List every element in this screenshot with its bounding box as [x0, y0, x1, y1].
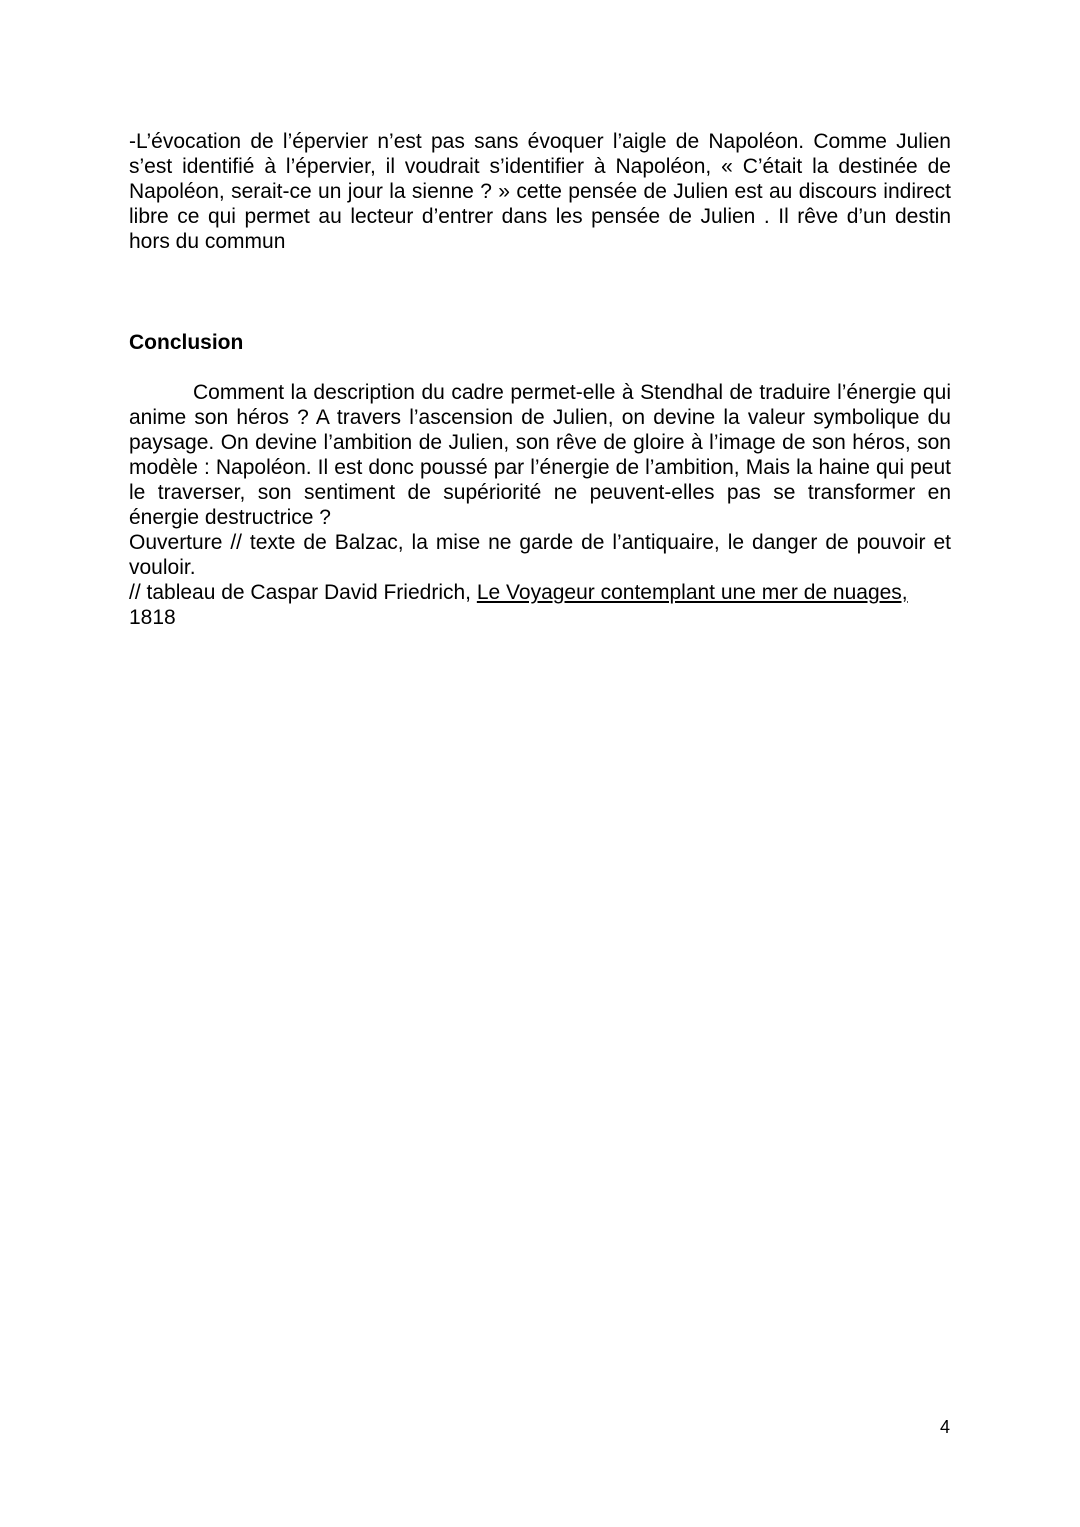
- paragraph-epervier-napoleon: -L’évocation de l’épervier n’est pas sans évoquer l’aigle de Napoléon. Comme Julien s’est identifié à l’épervier, il voudrait s’identifier à Napoléon, « C’était la destinée de Napoléon, serait-ce un jour la sienne ? » cette pensée de Julien est au discours indirect libre ce qui permet au lecteur d’entrer dans les pensée de Julien . Il rêve d’un destin hors du commun: [129, 130, 951, 253]
- conclusion-section: [129, 380, 951, 630]
- tableau-reference: [129, 580, 951, 630]
- conclusion-heading: Conclusion: [129, 331, 244, 354]
- conclusion-paragraph: Comment la description du cadre permet-elle à Stendhal de traduire l’énergie qui anime son héros ? A travers l’ascension de Julien, on devine la valeur symbolique du paysage. On devine l’ambition de Julien, son rêve de gloire à l’image de son héros, son modèle : Napoléon. Il est donc poussé par l’énergie de l’ambition, Mais la haine qui peut le traverser, son sentiment de supériorité ne peuvent-elles pas se transformer en énergie destructrice ?: [129, 381, 951, 529]
- tableau-title: Le Voyageur contemplant une mer de nuages,: [476, 581, 908, 604]
- tableau-year: 1818: [129, 606, 176, 629]
- page-number: 4: [940, 1417, 951, 1437]
- tableau-prefix: // tableau de Caspar David Friedrich,: [129, 581, 477, 604]
- ouverture-line: Ouverture // texte de Balzac, la mise ne garde de l’antiquaire, le danger de pouvoir et vouloir.: [129, 531, 951, 579]
